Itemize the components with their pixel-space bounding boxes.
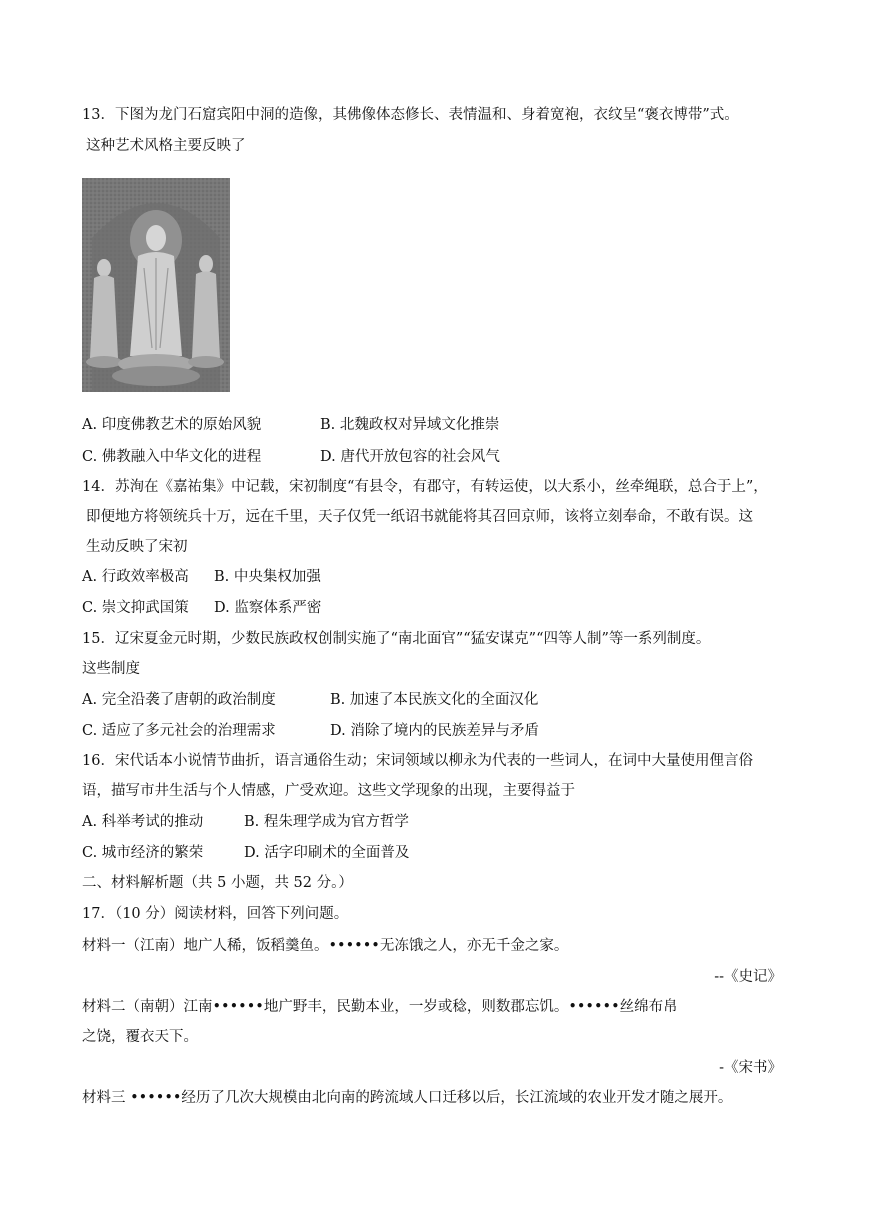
q13-option-a: A. 印度佛教艺术的原始风貌: [82, 417, 262, 433]
q13-option-c: C. 佛教融入中华文化的进程: [82, 449, 262, 465]
q16-stem-line1: 16．宋代话本小说情节曲折，语言通俗生动；宋词领域以柳永为代表的一些词人，在词中大量使用俚言俗: [82, 753, 753, 769]
q15-option-d: D. 消除了境内的民族差异与矛盾: [330, 723, 539, 739]
q17-material-1: 材料一（江南）地广人稀，饭稻羹鱼。••••••无冻饿之人，亦无千金之家。: [82, 938, 569, 954]
q17-material-2-line1: 材料二（南朝）江南••••••地广野丰，民勤本业，一岁或稔，则数郡忘饥。••••••丝绵布帛: [82, 999, 678, 1015]
q17-material-2-source: -《宋书》: [719, 1060, 782, 1076]
q16-option-d: D. 活字印刷术的全面普及: [244, 845, 410, 861]
q17-material-2-line2: 之饶，覆衣天下。: [82, 1029, 198, 1045]
q15-option-a: A. 完全沿袭了唐朝的政治制度: [82, 692, 276, 708]
q14-option-c: C. 崇文抑武国策: [82, 600, 189, 616]
q15-stem-line2: 这些制度: [82, 661, 140, 677]
q15-option-c: C. 适应了多元社会的治理需求: [82, 723, 276, 739]
q16-stem-line2: 语，描写市井生活与个人情感，广受欢迎。这些文学现象的出现，主要得益于: [82, 783, 575, 799]
q13-option-b: B. 北魏政权对异域文化推崇: [320, 417, 500, 433]
q13-option-d: D. 唐代开放包容的社会风气: [320, 449, 500, 465]
q16-option-b: B. 程朱理学成为官方哲学: [244, 814, 409, 830]
q14-stem-line3: 生动反映了宋初: [86, 539, 188, 555]
q17-material-3: 材料三 ••••••经历了几次大规模由北向南的跨流域人口迁移以后，长江流域的农业开发才随之展开。: [82, 1090, 733, 1106]
q17-material-1-source: --《史记》: [714, 969, 782, 985]
q14-stem-line1: 14．苏洵在《嘉祐集》中记载，宋初制度“有县令，有郡守，有转运使，以大系小，丝牵绳联，总合于上”，: [82, 479, 768, 495]
q14-option-d: D. 监察体系严密: [214, 600, 322, 616]
q14-stem-line2: 即便地方将领统兵十万，远在千里，天子仅凭一纸诏书就能将其召回京师，该将立刻奉命，不敢有误。这: [86, 509, 753, 525]
q13-stem-line2: 这种艺术风格主要反映了: [86, 138, 246, 154]
q15-option-b: B. 加速了本民族文化的全面汉化: [330, 692, 539, 708]
q17-intro: 17．（10 分）阅读材料，回答下列问题。: [82, 906, 349, 922]
q14-option-b: B. 中央集权加强: [214, 569, 321, 585]
q16-option-c: C. 城市经济的繁荣: [82, 845, 204, 861]
q13-stem-line1: 13．下图为龙门石窟宾阳中洞的造像，其佛像体态修长、表情温和、身着宽袍，衣纹呈“褒衣博带”式。: [82, 107, 739, 123]
q15-stem-line1: 15．辽宋夏金元时期，少数民族政权创制实施了“南北面官”“猛安谋克”“四等人制”等一系列制度。: [82, 631, 711, 647]
longmen-grotto-statue-image: [82, 178, 230, 392]
q14-option-a: A. 行政效率极高: [82, 569, 189, 585]
section-2-heading: 二、材料解析题（共 5 小题，共 52 分。）: [82, 875, 353, 891]
q16-option-a: A. 科举考试的推动: [82, 814, 204, 830]
